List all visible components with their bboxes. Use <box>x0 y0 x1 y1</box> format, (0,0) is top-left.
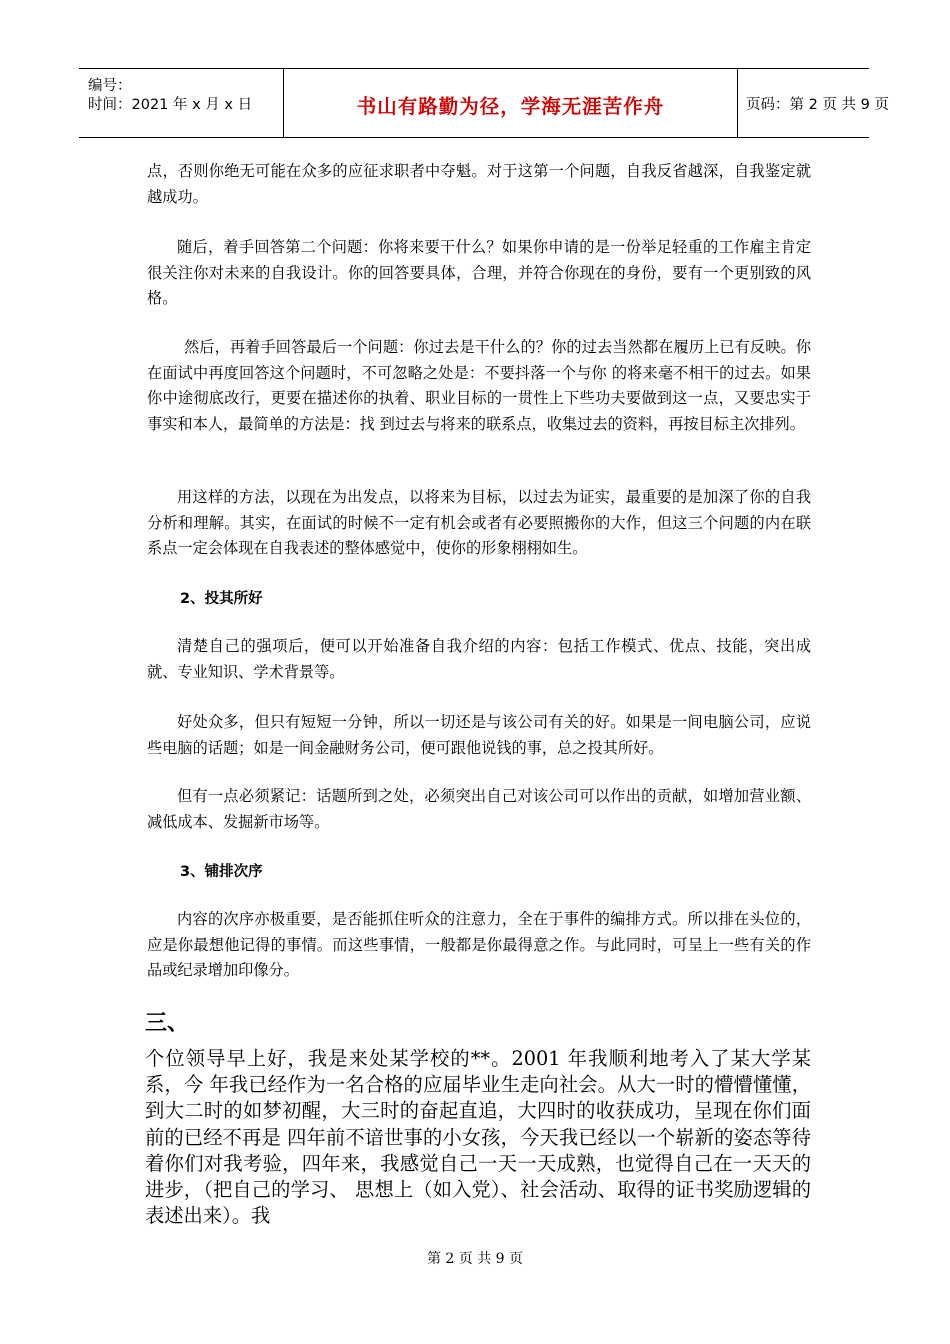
paragraph-7: 但有一点必须紧记：话题所到之处，必须突出自己对该公司可以作出的贡献，如增加营业额、减低成本、发掘新市场等。 <box>147 787 811 831</box>
paragraph-1: 点，否则你绝无可能在众多的应征求职者中夺魁。对于这第一个问题，自我反省越深，自我鉴定就越成功。 <box>147 162 811 206</box>
paragraph-2: 随后，着手回答第二个问题：你将来要干什么？如果你申请的是一份举足轻重的工作雇主肯定很关注你对未来的自我设计。你的回答要具体，合理，并符合你现在的身份，要有一个更别致的风格。 <box>147 238 811 307</box>
section-heading: 三、 <box>145 1011 190 1036</box>
paragraph-8: 内容的次序亦极重要，是否能抓住听众的注意力，全在于事件的编排方式。所以排在头位的，应是你最想他记得的事情。而这些事情，一般都是你最得意之作。与此同时，可呈上一些有关的作品或纪录增加印像分。 <box>147 910 811 979</box>
paragraph-3: 然后，再着手回答最后一个问题：你过去是干什么的？你的过去当然都在履历上已有反映。你在面试中再度回答这个问题时，不可忽略之处是：不要抖落一个与你 的将来毫不相干的过去。如果你中途彻底改行，更要在描述你的执着、职业目标的一贯性上下些功夫要做到这一点，又要忠实于事实和本人，最简单的方法是：找 到过去与将来的联系点，收集过去的资料，再按目标主次排列。 <box>147 338 811 433</box>
header-motto-cell <box>283 69 738 137</box>
paragraph-4: 用这样的方法，以现在为出发点，以将来为目标，以过去为证实，最重要的是加深了你的自我分析和理解。其实，在面试的时候不一定有机会或者有必要照搬你的大作，但这三个问题的内在联系点一定会体现在自我表述的整体感觉中，使你的形象栩栩如生。 <box>147 488 811 557</box>
header-left-cell <box>79 69 283 137</box>
header-motto: 书山有路勤为径，学海无涯苦作舟 <box>356 95 665 118</box>
subheading-2: 2、投其所好 <box>180 591 263 607</box>
paragraph-5: 清楚自己的强项后，便可以开始准备自我介绍的内容：包括工作模式、优点、技能，突出成就、专业知识、学术背景等。 <box>147 637 811 681</box>
header-page-cell <box>737 69 889 137</box>
header-table <box>79 68 889 138</box>
document-number-label: 编号： <box>88 78 132 94</box>
subheading-3: 3、铺排次序 <box>180 864 263 880</box>
document-date-label: 时间：2021 年 x 月 x 日 <box>88 97 253 113</box>
page-footer: 第 2 页 共 9 页 <box>426 1251 524 1267</box>
header-page-number: 页码：第 2 页 共 9 页 <box>746 97 889 113</box>
paragraph-9: 个位领导早上好，我是来处某学校的**。2001 年我顺利地考入了某大学某系，今 年我已经作为一名合格的应届毕业生走向社会。从大一时的懵懵懂懂，到大二时的如梦初醒，大三时的奋起直追，大四时的收获成功，呈现在你们面前的已经不再是 四年前不谙世事的小女孩，今天我已经以一个崭新的姿态等待着你们对我考验，四年来，我感觉自己一天一天成熟，也觉得自己在一天天的进步，（把自己的学习、 思想上（如入党）、社会活动、取得的证书奖励逻辑的表述出来）。我 <box>145 1047 811 1228</box>
paragraph-6: 好处众多，但只有短短一分钟，所以一切还是与该公司有关的好。如果是一间电脑公司，应说些电脑的话题；如是一间金融财务公司，便可跟他说钱的事，总之投其所好。 <box>147 713 811 757</box>
